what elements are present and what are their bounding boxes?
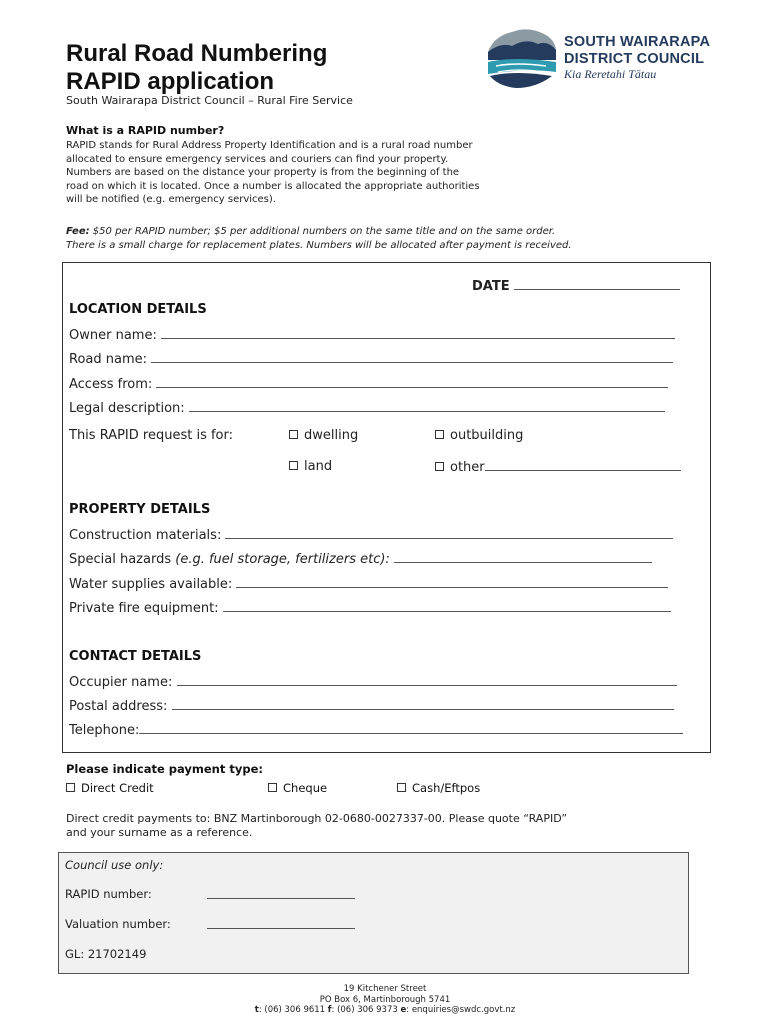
payment-option-cash[interactable] bbox=[397, 781, 480, 795]
council-logo-name bbox=[564, 34, 710, 68]
email-value: : enquiries@swdc.govt.nz bbox=[406, 1005, 516, 1015]
telephone-label: Telephone: bbox=[69, 723, 140, 738]
postal-address-label: Postal address: bbox=[69, 699, 168, 714]
rapid-number-input[interactable] bbox=[207, 887, 355, 899]
checkbox-icon[interactable] bbox=[268, 783, 277, 792]
special-hazards-input[interactable] bbox=[394, 551, 652, 563]
checkbox-icon[interactable] bbox=[289, 461, 298, 470]
fax-label: f bbox=[327, 1005, 332, 1015]
rapid-number-field[interactable] bbox=[65, 887, 152, 901]
council-use-box bbox=[58, 852, 689, 974]
fee-text-2: There is a small charge for replacement plates. Numbers will be allocated after payment is received. bbox=[66, 239, 572, 251]
construction-materials-input[interactable] bbox=[225, 527, 673, 539]
logo-name-line-2: DISTRICT COUNCIL bbox=[564, 51, 705, 67]
outbuilding-label: outbuilding bbox=[450, 428, 524, 443]
title-line-2: RAPID application bbox=[66, 68, 275, 95]
email-label: e bbox=[400, 1005, 407, 1015]
dwelling-label: dwelling bbox=[304, 428, 359, 443]
fax-value: : (06) 306 9373 bbox=[331, 1005, 401, 1015]
credit-line: and your surname as a reference. bbox=[66, 826, 253, 839]
logo-name-line-1: SOUTH WAIRARAPA bbox=[564, 34, 711, 50]
special-hazards-label: Special hazards bbox=[69, 552, 176, 567]
intro-line: allocated to ensure emergency services and couriers can find your property. bbox=[66, 153, 449, 165]
payment-heading: Please indicate payment type: bbox=[66, 762, 263, 776]
checkbox-other[interactable] bbox=[435, 459, 681, 475]
postal-address-field[interactable] bbox=[69, 698, 674, 714]
page-title bbox=[66, 40, 327, 96]
road-name-input[interactable] bbox=[151, 351, 673, 363]
road-name-label: Road name: bbox=[69, 352, 147, 367]
footer-street: 19 Kitchener Street bbox=[343, 984, 427, 994]
intro-line: will be notified (e.g. emergency services). bbox=[66, 194, 276, 206]
fee-text: $50 per RAPID number; $5 per additional numbers on the same title and on the same order. bbox=[89, 226, 556, 237]
intro-line: Numbers are based on the distance your property is from the beginning of the bbox=[66, 167, 460, 179]
location-heading: LOCATION DETAILS bbox=[69, 302, 207, 317]
occupier-name-field[interactable] bbox=[69, 674, 677, 690]
footer-address bbox=[0, 984, 770, 1016]
legal-description-field[interactable] bbox=[69, 400, 665, 416]
valuation-number-input[interactable] bbox=[207, 917, 355, 929]
property-heading: PROPERTY DETAILS bbox=[69, 502, 211, 517]
contact-heading: CONTACT DETAILS bbox=[69, 649, 202, 664]
intro-line: RAPID stands for Rural Address Property Identification and is a rural road number bbox=[66, 140, 473, 151]
checkbox-dwelling[interactable] bbox=[289, 428, 358, 443]
fire-equipment-input[interactable] bbox=[223, 600, 671, 612]
payment-option-direct-credit[interactable] bbox=[66, 781, 154, 795]
access-from-label: Access from: bbox=[69, 377, 153, 392]
occupier-name-input[interactable] bbox=[177, 674, 677, 686]
phone-label: t bbox=[254, 1005, 259, 1015]
water-supplies-label: Water supplies available: bbox=[69, 577, 233, 592]
request-type-label: This RAPID request is for: bbox=[69, 428, 234, 443]
credit-line: Direct credit payments to: BNZ Martinborough 02-0680-0027337-00. Please quote “RAPID” bbox=[66, 812, 568, 825]
access-from-field[interactable] bbox=[69, 376, 668, 392]
title-line-1: Rural Road Numbering bbox=[66, 40, 328, 67]
construction-materials-field[interactable] bbox=[69, 527, 673, 543]
cash-eftpos-label: Cash/Eftpos bbox=[412, 781, 481, 795]
council-use-heading: Council use only: bbox=[65, 858, 164, 872]
date-field[interactable] bbox=[472, 278, 680, 294]
page-subtitle: South Wairarapa District Council – Rural Fire Service bbox=[66, 94, 353, 107]
land-label: land bbox=[304, 459, 333, 474]
telephone-input[interactable] bbox=[139, 722, 683, 734]
footer-po-box: PO Box 6, Martinborough 5741 bbox=[319, 994, 451, 1005]
gl-code: GL: 21702149 bbox=[65, 947, 147, 961]
intro-paragraph bbox=[66, 139, 566, 207]
occupier-name-label: Occupier name: bbox=[69, 675, 173, 690]
owner-name-input[interactable] bbox=[161, 327, 675, 339]
footer-contacts bbox=[0, 1005, 770, 1016]
special-hazards-note: (e.g. fuel storage, fertilizers etc): bbox=[175, 552, 390, 567]
cheque-label: Cheque bbox=[283, 781, 328, 795]
checkbox-icon[interactable] bbox=[66, 783, 75, 792]
legal-description-input[interactable] bbox=[189, 400, 665, 412]
fee-label: Fee: bbox=[66, 226, 90, 237]
phone-value: : (06) 306 9611 bbox=[258, 1005, 328, 1015]
fire-equipment-field[interactable] bbox=[69, 600, 671, 616]
checkbox-land[interactable] bbox=[289, 459, 332, 474]
special-hazards-field[interactable] bbox=[69, 551, 652, 567]
postal-address-input[interactable] bbox=[172, 698, 674, 710]
payment-option-cheque[interactable] bbox=[268, 781, 327, 795]
fire-equipment-label: Private fire equipment: bbox=[69, 601, 219, 616]
checkbox-icon[interactable] bbox=[289, 430, 298, 439]
rapid-number-label: RAPID number: bbox=[65, 887, 152, 901]
water-supplies-field[interactable] bbox=[69, 576, 668, 592]
date-input-line[interactable] bbox=[514, 278, 680, 290]
checkbox-outbuilding[interactable] bbox=[435, 428, 523, 443]
checkbox-icon[interactable] bbox=[397, 783, 406, 792]
valuation-number-field[interactable] bbox=[65, 917, 171, 931]
logo-tagline: Kia Reretahi Tātau bbox=[564, 67, 657, 81]
checkbox-icon[interactable] bbox=[435, 430, 444, 439]
road-name-field[interactable] bbox=[69, 351, 673, 367]
other-label: other bbox=[450, 460, 485, 475]
fee-note bbox=[66, 225, 706, 252]
owner-name-field[interactable] bbox=[69, 327, 675, 343]
construction-materials-label: Construction materials: bbox=[69, 528, 222, 543]
legal-description-label: Legal description: bbox=[69, 401, 185, 416]
owner-name-label: Owner name: bbox=[69, 328, 157, 343]
valuation-number-label: Valuation number: bbox=[65, 917, 171, 931]
direct-credit-instructions bbox=[66, 812, 706, 840]
access-from-input[interactable] bbox=[156, 376, 668, 388]
date-label: DATE bbox=[472, 279, 510, 294]
telephone-field[interactable] bbox=[69, 722, 683, 738]
checkbox-icon[interactable] bbox=[435, 462, 444, 471]
intro-line: road on which it is located. Once a number is allocated the appropriate authorities bbox=[66, 180, 480, 192]
water-supplies-input[interactable] bbox=[236, 576, 668, 588]
direct-credit-label: Direct Credit bbox=[81, 781, 154, 795]
other-input[interactable] bbox=[485, 459, 681, 471]
intro-heading: What is a RAPID number? bbox=[66, 124, 225, 137]
